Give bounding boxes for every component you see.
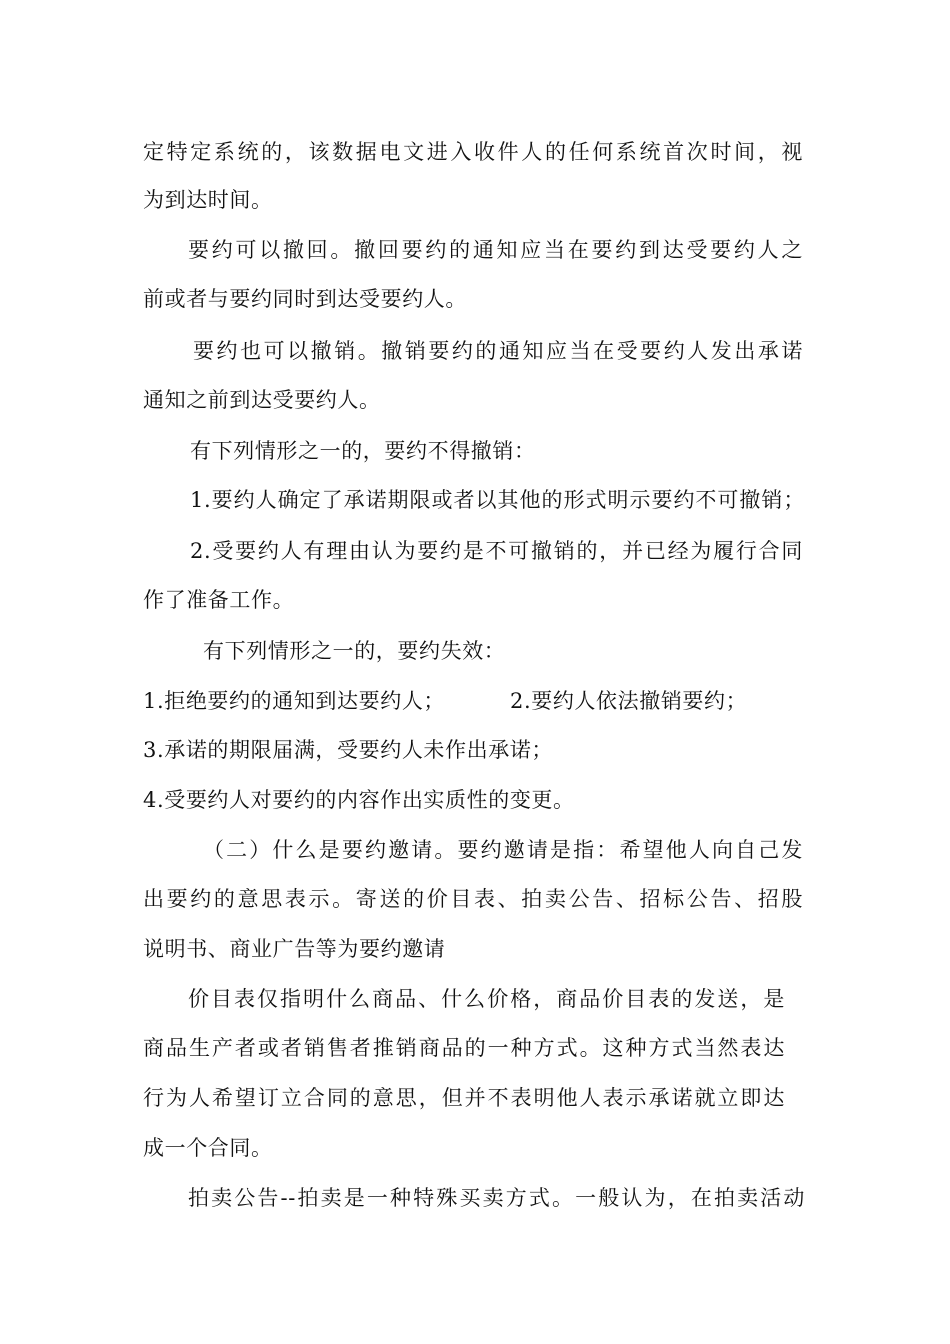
text-line-5: 要约也可以撤销。撤销要约的通知应当在受要约人发出承诺 <box>193 339 803 363</box>
text-line-8: 1.要约人确定了承诺期限或者以其他的形式明示要约不可撤销； <box>190 488 805 512</box>
text-line-14: 3.承诺的期限届满，受要约人未作出承诺； <box>143 738 554 762</box>
text-line-23: 拍卖公告--拍卖是一种特殊买卖方式。一般认为，在拍卖活动 <box>188 1186 805 1210</box>
text-line-12: 1.拒绝要约的通知到达要约人； <box>143 689 446 713</box>
text-line-2: 为到达时间。 <box>143 188 273 212</box>
text-line-6: 通知之前到达受要约人。 <box>143 388 381 412</box>
text-line-7: 有下列情形之一的，要约不得撤销： <box>190 439 536 463</box>
text-line-21: 行为人希望订立合同的意思，但并不表明他人表示承诺就立即达 <box>143 1086 785 1110</box>
text-line-19: 价目表仅指明什么商品、什么价格，商品价目表的发送，是 <box>188 987 785 1011</box>
text-line-9: 2.受要约人有理由认为要约是不可撤销的，并已经为履行合同 <box>190 539 803 563</box>
text-line-20: 商品生产者或者销售者推销商品的一种方式。这种方式当然表达 <box>143 1036 785 1060</box>
text-line-15: 4.受要约人对要约的内容作出实质性的变更。 <box>143 788 575 812</box>
text-line-10: 作了准备工作。 <box>143 588 295 612</box>
text-line-16: （二）什么是要约邀请。要约邀请是指：希望他人向自己发 <box>203 838 803 862</box>
text-line-4: 前或者与要约同时到达受要约人。 <box>143 287 467 311</box>
text-line-11: 有下列情形之一的，要约失效： <box>203 639 506 663</box>
text-line-18: 说明书、商业广告等为要约邀请 <box>143 937 446 961</box>
text-line-1: 定特定系统的，该数据电文进入收件人的任何系统首次时间，视 <box>143 140 803 164</box>
text-line-3: 要约可以撤回。撤回要约的通知应当在要约到达受要约人之 <box>188 238 803 262</box>
text-line-22: 成一个合同。 <box>143 1136 273 1160</box>
text-line-17: 出要约的意思表示。寄送的价目表、拍卖公告、招标公告、招股 <box>143 887 803 911</box>
text-line-13: 2.要约人依法撤销要约； <box>510 689 748 713</box>
